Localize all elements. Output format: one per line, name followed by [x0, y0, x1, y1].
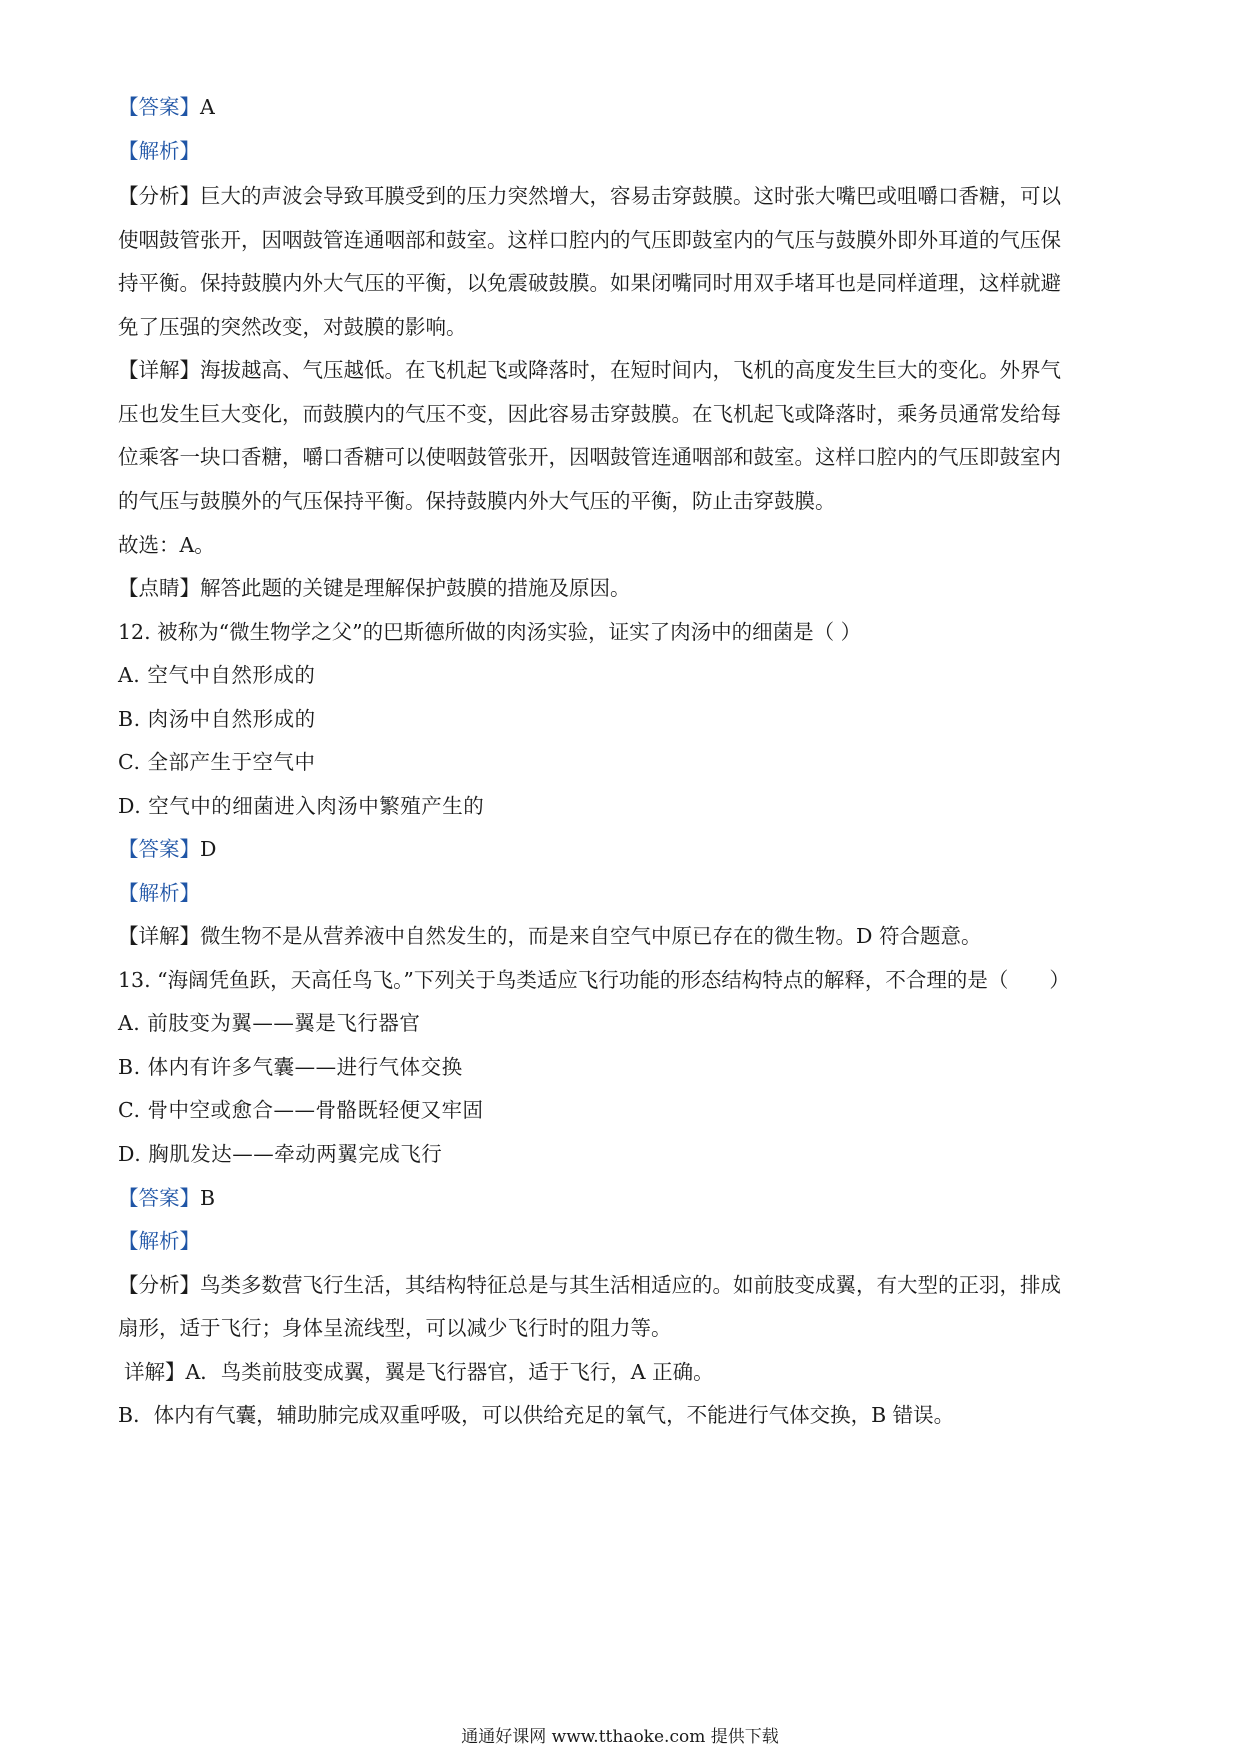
option-c: C. 骨中空或愈合——骨骼既轻便又牢固 [118, 1098, 484, 1122]
paragraph-line: 【分析】鸟类多数营飞行生活，其结构特征总是与其生活相适应的。如前肢变成翼，有大型的正羽，排成 [118, 1273, 1061, 1297]
choice-result: 故选：A。 [118, 533, 215, 557]
paragraph-line: 免了压强的突然改变，对鼓膜的影响。 [118, 315, 467, 339]
question-13: 13. “海阔凭鱼跃，天高任鸟飞。”下列关于鸟类适应飞行功能的形态结构特点的解释，不合理的是（ ） [118, 968, 1070, 992]
paragraph-line: 详解】A．鸟类前肢变成翼，翼是飞行器官，适于飞行，A 正确。 [124, 1360, 714, 1384]
paragraph-line: 【详解】海拔越高、气压越低。在飞机起飞或降落时，在短时间内，飞机的高度发生巨大的变化。外界气 [118, 358, 1061, 382]
analysis-heading: 【解析】 [118, 1229, 200, 1253]
option-d: D. 胸肌发达——牵动两翼完成飞行 [118, 1142, 443, 1166]
paragraph-line: 【点睛】解答此题的关键是理解保护鼓膜的措施及原因。 [118, 576, 631, 600]
paragraph-line: B．体内有气囊，辅助肺完成双重呼吸，可以供给充足的氧气，不能进行气体交换，B 错误。 [118, 1403, 955, 1427]
paragraph-line: 扇形，适于飞行；身体呈流线型，可以减少飞行时的阻力等。 [118, 1316, 672, 1340]
paragraph-line: 【详解】微生物不是从营养液中自然发生的，而是来自空气中原已存在的微生物。D 符合题意。 [118, 924, 982, 948]
paragraph-line: 持平衡。保持鼓膜内外大气压的平衡，以免震破鼓膜。如果闭嘴同时用双手堵耳也是同样道理，这样就避 [118, 271, 1061, 295]
option-b: B. 体内有许多气囊——进行气体交换 [118, 1055, 463, 1079]
paragraph-line: 使咽鼓管张开，因咽鼓管连通咽部和鼓室。这样口腔内的气压即鼓室内的气压与鼓膜外即外耳道的气压保 [118, 228, 1061, 252]
paragraph-line: 【分析】巨大的声波会导致耳膜受到的压力突然增大，容易击穿鼓膜。这时张大嘴巴或咀嚼口香糖，可以 [118, 184, 1061, 208]
option-a: A. 空气中自然形成的 [118, 663, 316, 687]
answer-line: 【答案】D [118, 837, 217, 861]
paragraph-line: 的气压与鼓膜外的气压保持平衡。保持鼓膜内外大气压的平衡，防止击穿鼓膜。 [118, 489, 836, 513]
answer-line: 【答案】B [118, 1186, 216, 1210]
paragraph-line: 压也发生巨大变化，而鼓膜内的气压不变，因此容易击穿鼓膜。在飞机起飞或降落时，乘务员通常发给每 [118, 402, 1061, 426]
option-d: D. 空气中的细菌进入肉汤中繁殖产生的 [118, 794, 485, 818]
option-c: C. 全部产生于空气中 [118, 750, 316, 774]
page-footer: 通通好课网 www.tthaoke.com 提供下载 [461, 1727, 779, 1747]
analysis-heading: 【解析】 [118, 139, 200, 163]
analysis-heading: 【解析】 [118, 881, 200, 905]
option-b: B. 肉汤中自然形成的 [118, 707, 316, 731]
answer-line: 【答案】A [118, 95, 215, 119]
question-12: 12. 被称为“微生物学之父”的巴斯德所做的肉汤实验，证实了肉汤中的细菌是（ ） [118, 620, 862, 644]
option-a: A. 前肢变为翼——翼是飞行器官 [118, 1011, 421, 1035]
paragraph-line: 位乘客一块口香糖，嚼口香糖可以使咽鼓管张开，因咽鼓管连通咽部和鼓室。这样口腔内的气压即鼓室内 [118, 445, 1061, 469]
